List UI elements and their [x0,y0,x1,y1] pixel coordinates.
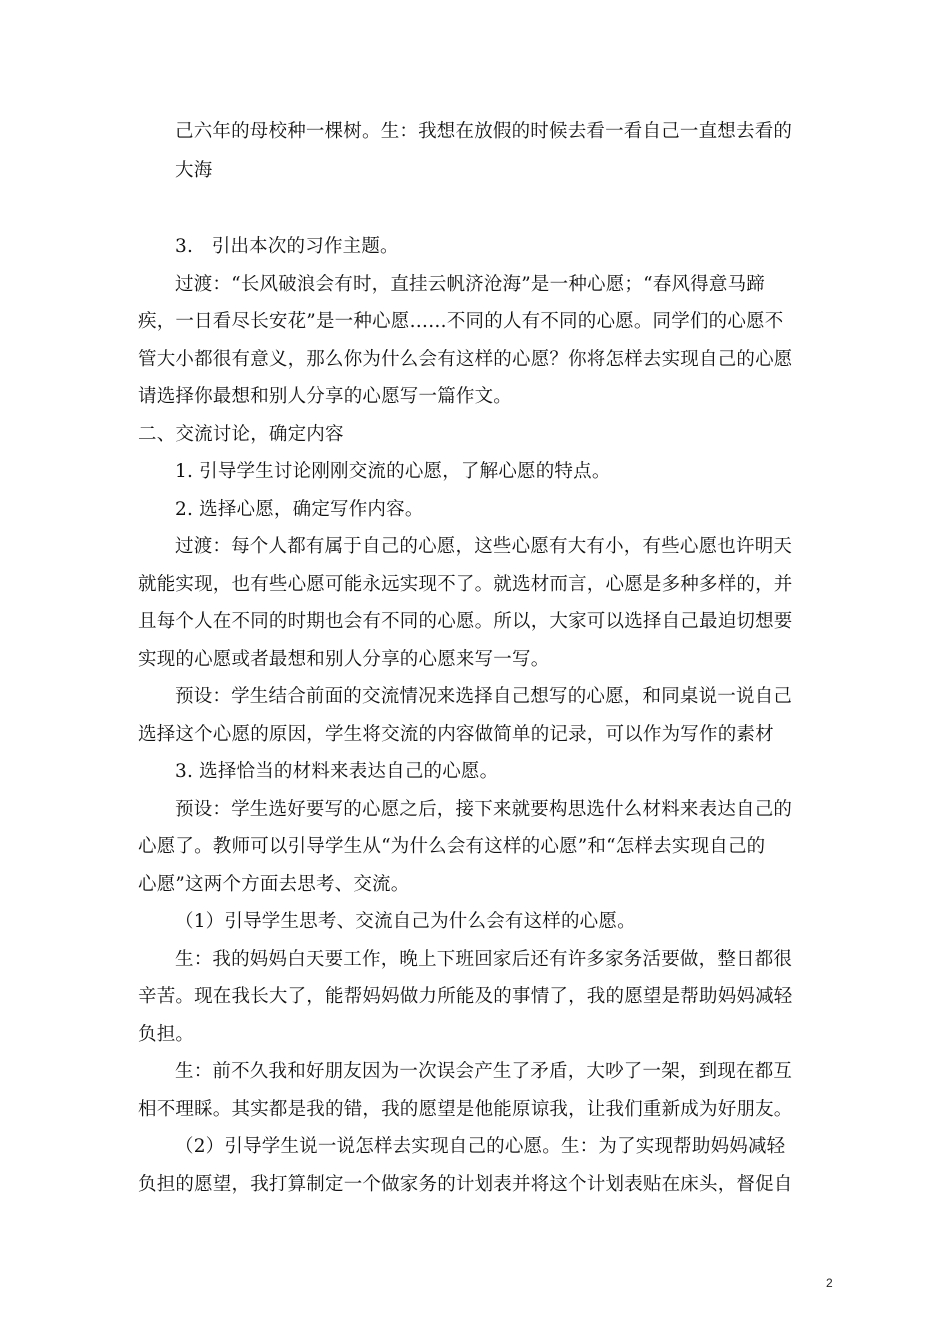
text-line: 2. 选择心愿，确定写作内容。 [175,499,424,520]
page-number: 2 [826,1276,833,1290]
text-line: 1. 引导学生讨论刚刚交流的心愿，了解心愿的特点。 [175,461,611,482]
text-line: 就能实现，也有些心愿可能永远实现不了。就选材而言，心愿是多种多样的，并 [138,574,793,595]
text-line: （1）引导学生思考、交流自己为什么会有这样的心愿。 [175,911,636,932]
text-line: 3. 选择恰当的材料来表达自己的心愿。 [175,761,499,782]
text-line: 管大小都很有意义，那么你为什么会有这样的心愿？你将怎样去实现自己的心愿 [138,349,793,370]
text-line: 实现的心愿或者最想和别人分享的心愿来写一写。 [138,649,550,670]
text-line: 预设：学生结合前面的交流情况来选择自己想写的心愿，和同桌说一说自己 [175,686,793,707]
text-line: 负担的愿望，我打算制定一个做家务的计划表并将这个计划表贴在床头，督促自 [138,1174,793,1195]
text-line: 相不理睬。其实都是我的错，我的愿望是他能原谅我，让我们重新成为好朋友。 [138,1099,793,1120]
text-line: 心愿了。教师可以引导学生从“为什么会有这样的心愿”和“怎样去实现自己的 [138,836,766,857]
text-line: 辛苦。现在我长大了，能帮妈妈做力所能及的事情了，我的愿望是帮助妈妈减轻 [138,986,793,1007]
text-line: 且每个人在不同的时期也会有不同的心愿。所以，大家可以选择自己最迫切想要 [138,611,793,632]
text-line: 大海 [175,160,213,181]
text-line: （2）引导学生说一说怎样去实现自己的心愿。生：为了实现帮助妈妈减轻 [175,1136,786,1157]
text-line: 生：前不久我和好朋友因为一次误会产生了矛盾，大吵了一架，到现在都互 [175,1061,793,1082]
text-line: 己六年的母校种一棵树。生：我想在放假的时候去看一看自己一直想去看的 [175,121,793,142]
text-line: 预设：学生选好要写的心愿之后，接下来就要构思选什么材料来表达自己的 [175,799,793,820]
text-line: 选择这个心愿的原因，学生将交流的内容做简单的记录，可以作为写作的素材 [138,724,774,745]
text-line: 疾，一日看尽长安花”是一种心愿……不同的人有不同的心愿。同学们的心愿不 [138,311,784,332]
text-line: 生：我的妈妈白天要工作，晚上下班回家后还有许多家务活要做，整日都很 [175,949,793,970]
text-line: 3. 引出本次的习作主题。 [175,236,399,257]
section-heading: 二、交流讨论，确定内容 [138,424,344,445]
text-line: 负担。 [138,1024,195,1045]
text-line: 心愿”这两个方面去思考、交流。 [138,874,410,895]
text-line: 请选择你最想和别人分享的心愿写一篇作文。 [138,386,513,407]
text-line: 过渡：“长风破浪会有时，直挂云帆济沧海”是一种心愿；“春风得意马蹄 [175,274,765,295]
text-line: 过渡：每个人都有属于自己的心愿，这些心愿有大有小，有些心愿也许明天 [175,536,793,557]
